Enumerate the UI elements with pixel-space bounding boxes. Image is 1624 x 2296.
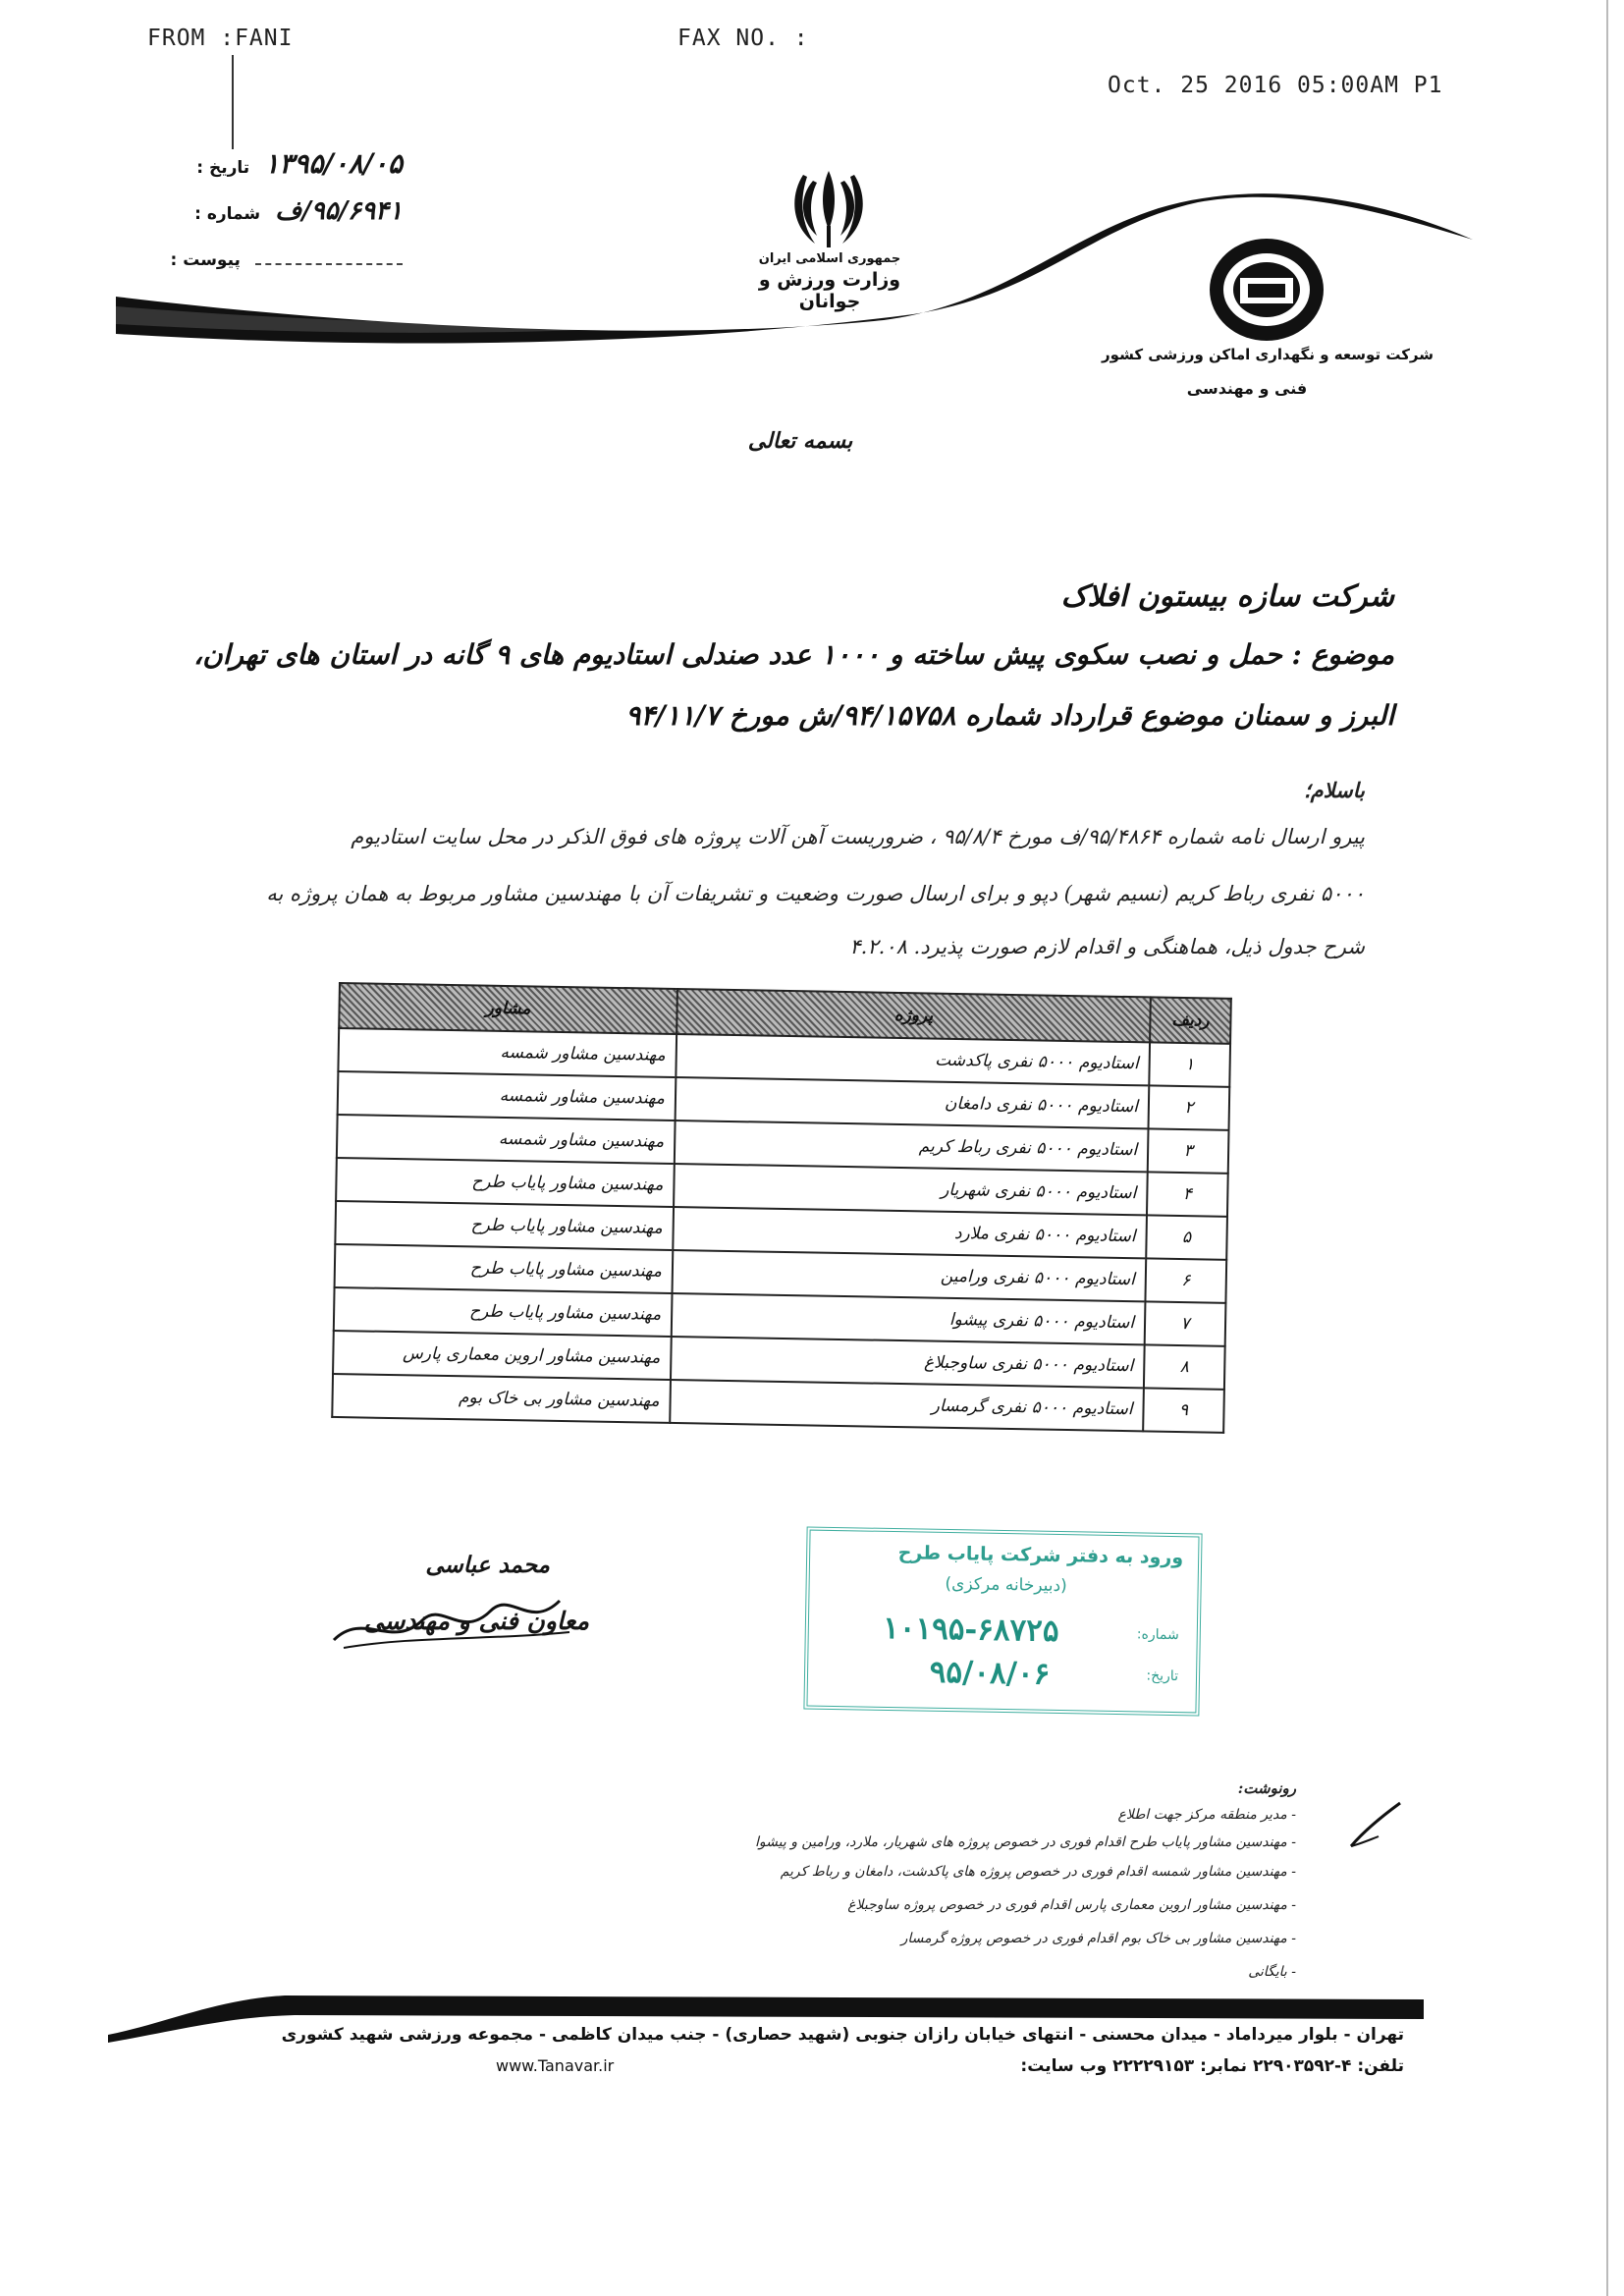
consultant-cell: مهندسین مشاور پایاب طرح	[335, 1244, 674, 1293]
stamp-line-1: ورود به دفتر شرکت پایاب طرح	[897, 1542, 1184, 1569]
project-cell: استادیوم ۵۰۰۰ نفری شهریار	[674, 1164, 1148, 1215]
row-number: ۷	[1145, 1301, 1226, 1345]
ministry-label: وزارت ورزش و جوانان	[758, 269, 901, 312]
cc-item-text: بایگانی	[1248, 1964, 1287, 1980]
cc-item: - مهندسین مشاور شمسه اقدام فوری در خصوص پروژه های پاکدشت، دامغان و رباط کریم	[780, 1864, 1296, 1880]
stamp-date-label: تاریخ:	[1146, 1667, 1179, 1685]
projects-table	[331, 982, 1232, 1434]
number-value: ۹۵/۶۹۴۱/ف	[275, 196, 403, 226]
cc-item: - بایگانی	[1248, 1964, 1296, 1980]
footer-phone: تلفن: ۴-۲۲۹۰۳۵۹۲ نمابر: ۲۲۲۲۹۱۵۳ وب سایت:	[1020, 2056, 1404, 2076]
footer-address: تهران - بلوار میرداماد - میدان محسنی - انتهای خیابان رازان جنوبی (شهید حصاری) - جنب میدان کاظمی - مجموعه ورزشی شهید کشوری	[281, 2025, 1404, 2045]
receipt-stamp	[803, 1526, 1202, 1716]
cc-item: - مهندسین مشاور بی خاک بوم اقدام فوری در خصوص پروژه گرمسار	[900, 1931, 1296, 1946]
stamp-number-label: شماره:	[1136, 1626, 1179, 1644]
consultant-cell: مهندسین مشاور شمسه	[338, 1071, 677, 1121]
company-logo-icon	[1203, 231, 1330, 349]
cc-item: - مهندسین مشاور پایاب طرح اقدام فوری در خصوص پروژه های شهریار، ملارد، ورامین و پیشوا	[755, 1834, 1296, 1850]
row-number: ۶	[1145, 1258, 1226, 1302]
consultant-cell: مهندسین مشاور پایاب طرح	[334, 1287, 673, 1337]
project-cell: استادیوم ۵۰۰۰ نفری پیشوا	[672, 1293, 1146, 1344]
body-line-3: شرح جدول ذیل، هماهنگی و اقدام لازم صورت پذیرد. ۴.۲.۰۸	[849, 935, 1365, 958]
invocation: بسمه تعالی	[747, 428, 853, 454]
fax-from: FROM :FANI	[147, 26, 294, 51]
cc-item-text: مهندسین مشاور شمسه اقدام فوری در خصوص پروژه های پاکدشت، دامغان و رباط کریم	[780, 1864, 1287, 1880]
row-number: ۱	[1149, 1042, 1230, 1086]
number-label: شماره :	[194, 204, 261, 224]
subject-line-2: البرز و سمنان موضوع قرارداد شماره ۹۴/۱۵۷۵۸/ش مورخ ۹۴/۱۱/۷	[625, 699, 1394, 732]
republic-label: جمهوری اسلامی ایران	[758, 251, 901, 266]
header-project: پروژه	[677, 989, 1151, 1042]
stamp-line-2: (دبیرخانه مرکزی)	[945, 1573, 1067, 1597]
page-edge	[1606, 0, 1608, 2296]
recipient: شرکت سازه بیستون افلاک	[1060, 579, 1394, 614]
consultant-cell: مهندسین مشاور بی خاک بوم	[332, 1374, 671, 1423]
header-row-number: ردیف	[1150, 997, 1231, 1043]
header-consultant: مشاور	[339, 983, 677, 1034]
cc-item-text: مهندسین مشاور اروین معماری پارس اقدام فوری در خصوص پروژه ساوجبلاغ	[847, 1897, 1287, 1913]
project-cell: استادیوم ۵۰۰۰ نفری پاکدشت	[676, 1034, 1150, 1085]
letterhead-stripe	[0, 157, 1624, 412]
project-cell: استادیوم ۵۰۰۰ نفری گرمسار	[670, 1380, 1144, 1431]
consultant-cell: مهندسین مشاور شمسه	[337, 1115, 676, 1164]
fax-datetime: Oct. 25 2016 05:00AM P1	[1108, 73, 1443, 98]
project-cell: استادیوم ۵۰۰۰ نفری ملارد	[673, 1207, 1147, 1258]
cc-item-text: مهندسین مشاور پایاب طرح اقدام فوری در خصوص پروژه های شهریار، ملارد، ورامین و پیشوا	[755, 1834, 1287, 1850]
check-mark-icon	[1345, 1797, 1404, 1856]
fax-number: FAX NO. :	[677, 26, 809, 51]
cc-heading: رونوشت:	[1237, 1779, 1296, 1797]
row-number: ۲	[1149, 1085, 1230, 1129]
consultant-cell: مهندسین مشاور اروین معماری پارس	[333, 1331, 672, 1380]
cc-item: - مدیر منطقه مرکز جهت اطلاع	[1117, 1807, 1296, 1823]
consultant-cell: مهندسین مشاور شمسه	[338, 1028, 677, 1077]
cc-item: - مهندسین مشاور اروین معماری پارس اقدام فوری در خصوص پروژه ساوجبلاغ	[847, 1897, 1296, 1913]
cc-item-text: مهندسین مشاور بی خاک بوم اقدام فوری در خصوص پروژه گرمسار	[900, 1931, 1287, 1946]
project-cell: استادیوم ۵۰۰۰ نفری ساوجبلاغ	[671, 1337, 1145, 1388]
body-line-2: ۵۰۰۰ نفری رباط کریم (نسیم شهر) دپو و برای ارسال صورت وضعیت و تشریفات آن با مهندسین مشاور مربوط به همان پروژه به	[266, 882, 1365, 905]
company-name: شرکت توسعه و نگهداری اماکن ورزشی کشور	[1102, 346, 1434, 363]
date-value: ۱۳۹۵/۰۸/۰۵	[264, 147, 403, 180]
row-number: ۴	[1147, 1172, 1228, 1216]
project-cell: استادیوم ۵۰۰۰ نفری رباط کریم	[675, 1121, 1149, 1172]
row-number: ۳	[1148, 1128, 1229, 1173]
body-line-1: پیرو ارسال نامه شماره ۹۵/۴۸۶۴/ف مورخ ۹۵/۸/۴ ، ضروریست آهن آلات پروژه های فوق الذکر در محل سایت استادیوم	[351, 825, 1365, 848]
signer-title: معاون فنی و مهندسی	[363, 1607, 589, 1635]
stamp-number-value: ۱۰۱۹۵-۶۸۷۲۵	[882, 1610, 1059, 1649]
stamp-date-value: ۹۵/۰۸/۰۶	[929, 1654, 1051, 1692]
row-number: ۸	[1144, 1344, 1225, 1389]
greeting: باسلام؛	[1303, 778, 1365, 802]
project-cell: استادیوم ۵۰۰۰ نفری دامغان	[676, 1077, 1150, 1128]
cc-item-text: مدیر منطقه مرکز جهت اطلاع	[1117, 1807, 1287, 1823]
fax-margin-line	[232, 55, 234, 149]
attachment-label: پیوست :	[170, 250, 241, 270]
row-number: ۹	[1143, 1388, 1224, 1432]
consultant-cell: مهندسین مشاور پایاب طرح	[335, 1201, 674, 1250]
footer-website: www.Tanavar.ir	[496, 2056, 615, 2075]
cc-list	[550, 1807, 1296, 1994]
consultant-cell: مهندسین مشاور پایاب طرح	[336, 1158, 675, 1207]
department-name: فنی و مهندسی	[1186, 379, 1308, 398]
subject-line-1: موضوع : حمل و نصب سکوی پیش ساخته و ۱۰۰۰ عدد صندلی استادیوم های ۹ گانه در استان های تهران،	[193, 638, 1394, 671]
row-number: ۵	[1146, 1215, 1227, 1259]
date-label: تاریخ :	[196, 158, 250, 178]
project-cell: استادیوم ۵۰۰۰ نفری ورامین	[673, 1250, 1147, 1301]
signer-name: محمد عباسی	[425, 1552, 550, 1578]
